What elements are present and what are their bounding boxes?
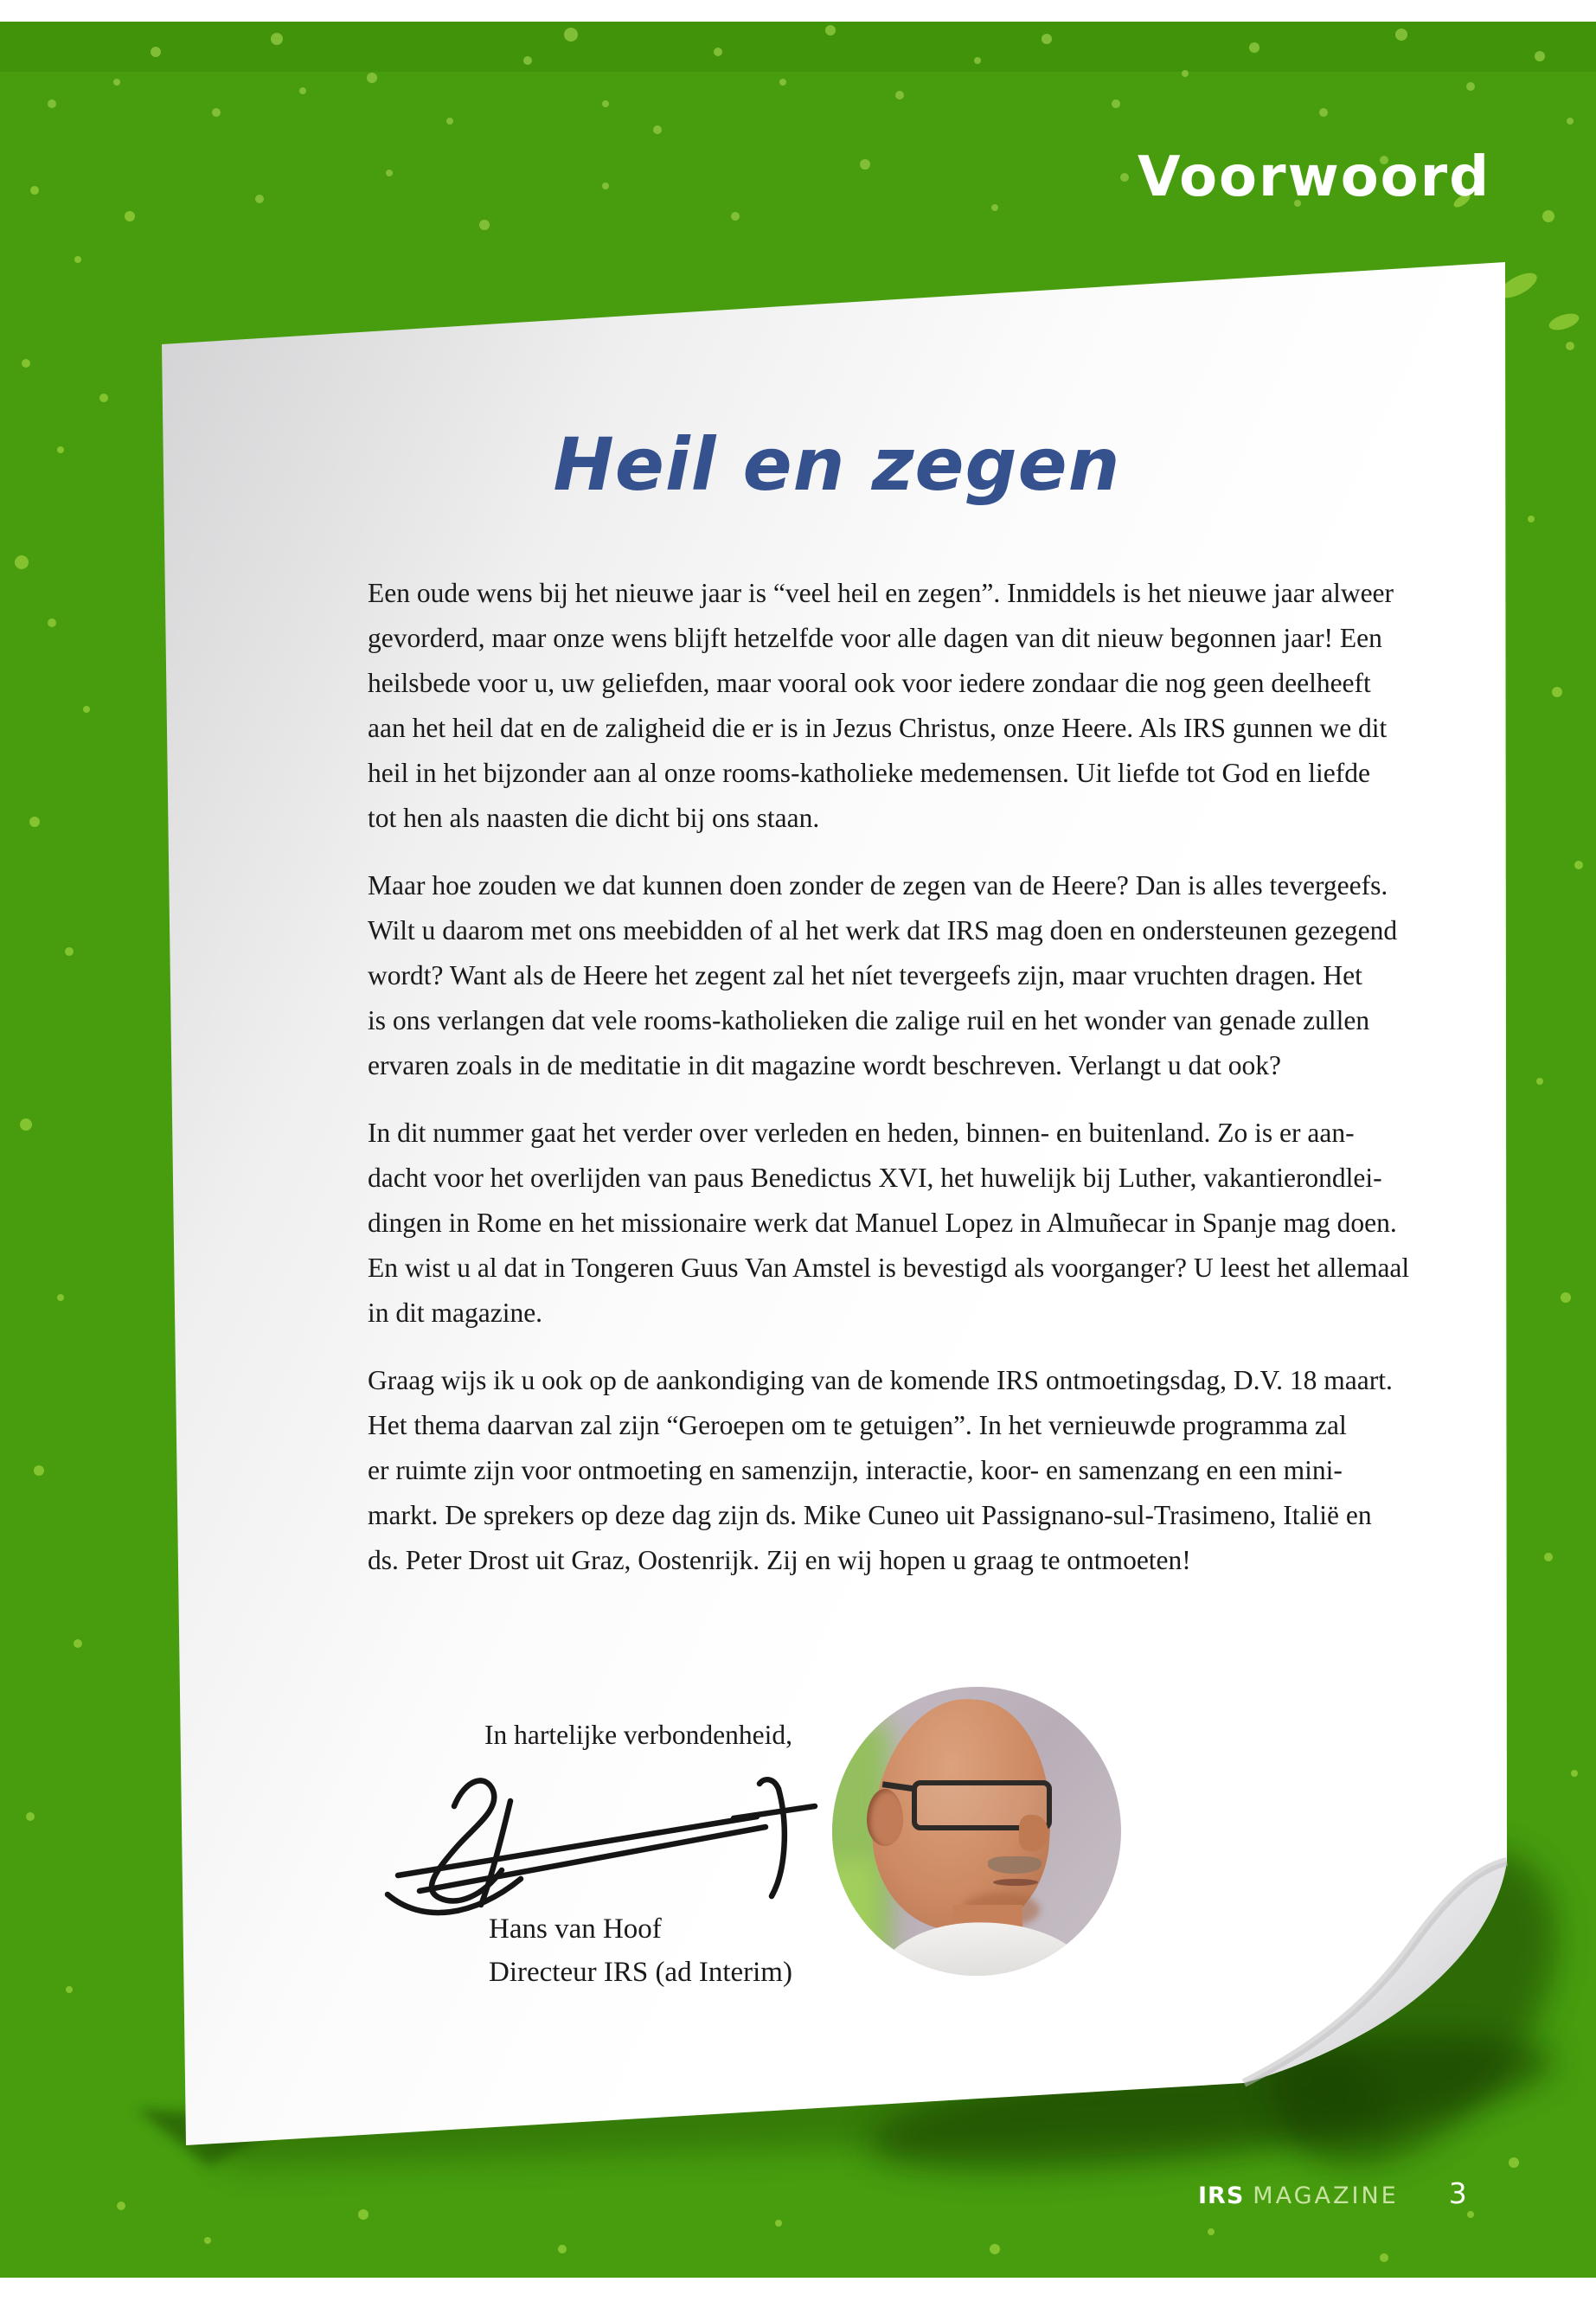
portrait-shirt (864, 1914, 1094, 1976)
body-line: ervaren zoals in de meditatie in dit magazine wordt beschreven. Verlangt u dat ook? (368, 1050, 1282, 1080)
body-line: Maar hoe zouden we dat kunnen doen zonder de zegen van de Heere? Dan is alles tevergeefs. (368, 870, 1388, 901)
body-line: dingen in Rome en het missionaire werk dat Manuel Lopez in Almuñecar in Spanje mag doen. (368, 1208, 1397, 1238)
footer-brand-light: MAGAZINE (1253, 2182, 1399, 2209)
section-label: Voorwoord (1138, 145, 1490, 209)
body-line: En wist u al dat in Tongeren Guus Van Amstel is bevestigd als voorganger? U leest het allemaal (368, 1253, 1410, 1283)
body-line: in dit magazine. (368, 1298, 543, 1328)
body-line: heil in het bijzonder aan al onze rooms-katholieke medemensen. Uit liefde tot God en liefde (368, 758, 1370, 788)
portrait-ear (867, 1789, 903, 1846)
body-line: markt. De sprekers op deze dag zijn ds. Mike Cuneo uit Passignano-sul-Trasimeno, Italië en (368, 1500, 1372, 1530)
paragraph (368, 571, 1394, 841)
portrait-mouth (993, 1879, 1038, 1886)
body-line: er ruimte zijn voor ontmoeting en samenzijn, interactie, koor- en samenzang en een mini- (368, 1455, 1343, 1485)
footer-brand-bold: IRS (1198, 2182, 1245, 2209)
letter-body (368, 571, 1410, 1606)
page-number: 3 (1448, 2176, 1467, 2210)
body-line: Graag wijs ik u ook op de aankondiging van de komende IRS ontmoetingsdag, D.V. 18 maart. (368, 1365, 1393, 1395)
body-line: Een oude wens bij het nieuwe jaar is “veel heil en zegen”. Inmiddels is het nieuwe jaar alweer (368, 578, 1394, 608)
body-line: gevorderd, maar onze wens blijft hetzelfde voor alle dagen van dit nieuw begonnen jaar! Een (368, 623, 1382, 653)
portrait-mustache (988, 1856, 1042, 1874)
body-line: dacht voor het overlijden van paus Benedictus XVI, het huwelijk bij Luther, vakantierondlei- (368, 1163, 1382, 1193)
body-line: Wilt u daarom met ons meebidden of al het werk dat IRS mag doen en ondersteunen gezegend (368, 915, 1398, 945)
body-line: is ons verlangen dat vele rooms-katholieken die zalige ruil en het wonder van genade zullen (368, 1005, 1370, 1035)
body-line: wordt? Want als de Heere het zegent zal het níet tevergeefs zijn, maar vruchten dragen. Het (368, 960, 1362, 990)
portrait-background-green-2 (832, 1860, 875, 1976)
body-line: In dit nummer gaat het verder over verleden en heden, binnen- en buitenland. Zo is er aan- (368, 1118, 1355, 1148)
body-line: Het thema daarvan zal zijn “Geroepen om te getuigen”. In het vernieuwde programma zal (368, 1410, 1347, 1440)
footer (1198, 2176, 1467, 2210)
paragraph (368, 863, 1398, 1088)
portrait-nose (1019, 1815, 1048, 1851)
body-line: aan het heil dat en de zaligheid die er is in Jezus Christus, onze Heere. Als IRS gunnen we dit (368, 713, 1388, 743)
body-line: tot hen als naasten die dicht bij ons staan. (368, 803, 820, 833)
letter-title: Heil en zegen (553, 422, 1121, 507)
signer-name: Hans van Hoof (489, 1913, 662, 1945)
paragraph (368, 1358, 1393, 1583)
portrait-photo (832, 1687, 1121, 1976)
signature-image (372, 1765, 856, 1925)
paragraph (368, 1111, 1410, 1336)
body-line: heilsbede voor u, uw geliefden, maar vooral ook voor iedere zondaar die nog geen deelheeft (368, 668, 1371, 698)
closing-line: In hartelijke verbondenheid, (484, 1720, 792, 1750)
body-line: ds. Peter Drost uit Graz, Oostenrijk. Zij en wij hopen u graag te ontmoeten! (368, 1545, 1191, 1575)
signer-role: Directeur IRS (ad Interim) (489, 1957, 792, 1988)
